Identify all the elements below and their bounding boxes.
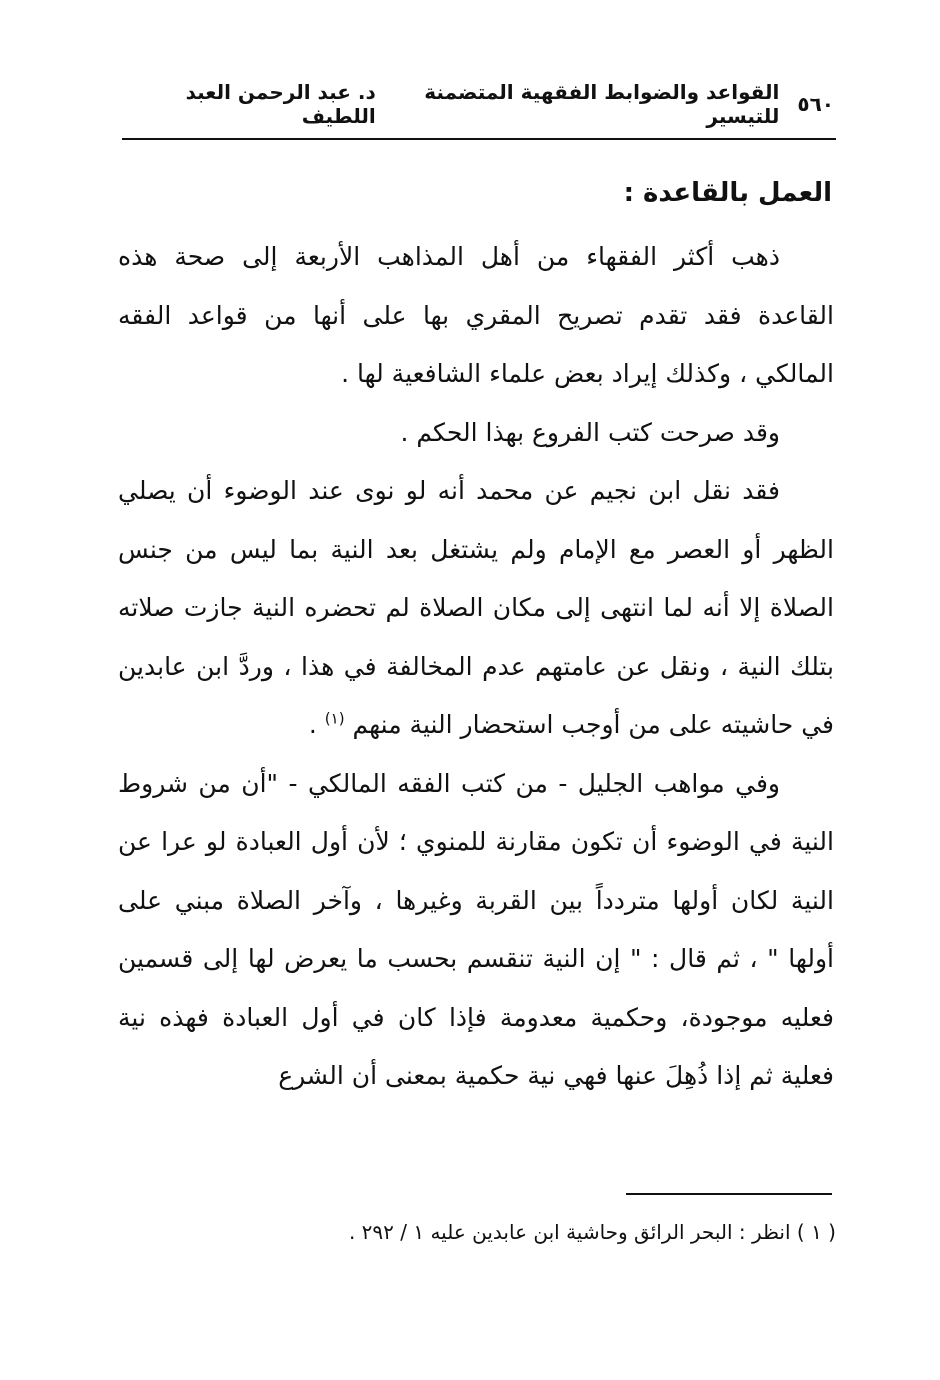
paragraph-3 (118, 462, 834, 755)
book-title: القواعد والضوابط الفقهية المتضمنة للتيسير (424, 80, 780, 128)
paragraph-3-end: . (308, 710, 317, 739)
footnote-reference: (١) (324, 709, 345, 728)
body-text (118, 228, 834, 1106)
paragraph-2: وقد صرحت كتب الفروع بهذا الحكم . (400, 417, 780, 447)
section-heading: العمل بالقاعدة : (623, 178, 832, 208)
paragraph-4: وفي مواهب الجليل - من كتب الفقه المالكي - "أن من شروط النية في الوضوء أن تكون مقارنة للمنوي ؛ لأن أول العبادة لو عرا عن النية لكان أولها متردداً بين القربة وغيرها ، وآخر الصلاة مبني على أولها " ، ثم قال : " إن النية تنقسم بحسب ما يعرض لها إلى قسمين فعليه موجودة، وحكمية معدومة فإذا كان في أول العبادة فهذه نية فعلية ثم إذا ذُهِلَ عنها فهي نية حكمية بمعنى أن الشرع (118, 768, 834, 1090)
footnote-rule (626, 1193, 832, 1195)
author-name: د. عبد الرحمن العبد اللطيف (185, 80, 376, 128)
paragraph-3-text: فقد نقل ابن نجيم عن محمد أنه لو نوى عند الوضوء أن يصلي الظهر أو العصر مع الإمام ولم يشتغل بعد النية بما ليس من جنس الصلاة إلا أنه لما انتهى إلى مكان الصلاة لم تحضره النية جازت صلاته بتلك النية ، ونقل عن عامتهم عدم المخالفة في هذا ، وردَّ ابن عابدين في حاشيته على من أوجب استحضار النية منهم (118, 476, 834, 739)
page-number: ٥٦٠ (797, 92, 834, 116)
header-rule (122, 138, 836, 140)
header-right-group (376, 80, 834, 128)
paragraph-1: ذهب أكثر الفقهاء من أهل المذاهب الأربعة إلى صحة هذه القاعدة فقد تقدم تصريح المقري بها على أنها من قواعد الفقه المالكي ، وكذلك إيراد بعض علماء الشافعية لها . (118, 242, 834, 388)
footnote: ( ١ ) انظر : البحر الرائق وحاشية ابن عابدين عليه ١ / ٢٩٢ . (348, 1220, 836, 1244)
running-header (122, 80, 834, 128)
